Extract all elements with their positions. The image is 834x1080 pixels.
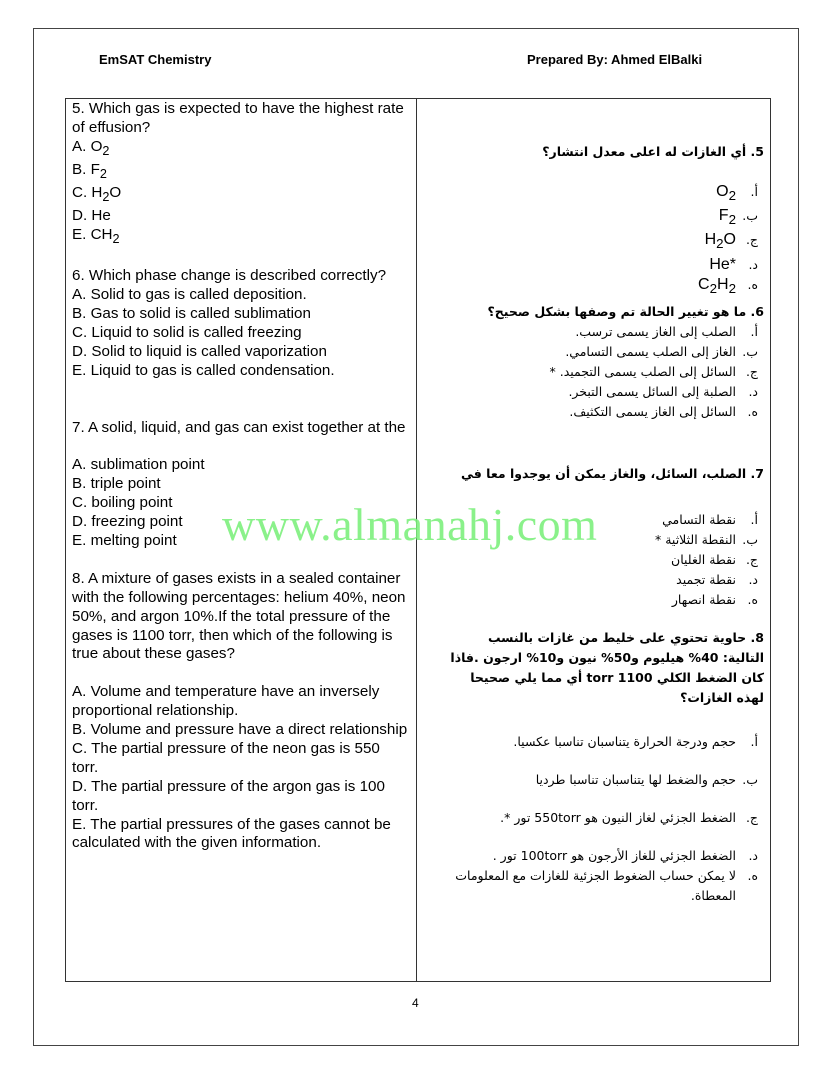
arabic-question-5-text: 5. أي الغازات له اعلى معدل انتشار؟ — [542, 144, 764, 159]
arabic-option-5d: د. He* — [709, 255, 758, 273]
arabic-question-5 — [444, 142, 764, 299]
option-8c: C. The partial pressure of the neon gas is 550 torr. — [72, 739, 380, 776]
arabic-option-6c: ج. السائل إلى الصلب يسمى التجميد. * — [549, 364, 758, 379]
option-7b: B. triple point — [72, 475, 161, 493]
option-5b: B. $F_2$ — [72, 160, 107, 181]
option-5c: C. $H_2O$ — [72, 183, 122, 204]
question-5-text: 5. Which gas is expected to have the highest rate of effusion? — [72, 100, 404, 136]
option-7a: A. sublimation point — [72, 456, 205, 474]
arabic-option-8a: أ. حجم ودرجة الحرارة يتناسبان تناسبا عكسيا. — [513, 734, 758, 749]
arabic-option-8b: ب. حجم والضغط لها يتناسبان تناسبا طرديا — [535, 772, 758, 787]
option-6c: C. Liquid to solid is called freezing — [72, 324, 302, 342]
option-8d: D. The partial pressure of the argon gas is 100 torr. — [72, 777, 385, 814]
arabic-option-6b: ب. الغاز إلى الصلب يسمى التسامي. — [565, 344, 758, 359]
question-8-text: 8. A mixture of gases exists in a sealed container with the following percentages: helium 40%, neon 50%, and argon 10%.If the total pressure of the gases is 1100 torr, then which of the following is true about these gases? — [72, 569, 406, 663]
arabic-option-8d: د. الضغط الجزئي للغاز الأرجون هو 100torr تور . — [492, 848, 758, 863]
option-7d: D. freezing point — [72, 513, 183, 531]
arabic-option-6d: د. الصلبة إلى السائل يسمى التبخر. — [568, 384, 758, 399]
arabic-option-7b: ب. النقطة الثلاثية * — [655, 532, 758, 547]
option-6d: D. Solid to liquid is called vaporization — [72, 342, 327, 360]
arabic-question-6-text: 6. ما هو تغيير الحالة تم وصفها بشكل صحيح؟ — [487, 304, 764, 319]
arabic-option-8c: ج. الضغط الجزئي لغاز النيون هو 550torr تور *. — [500, 810, 758, 825]
watermark: www.almanahj.com — [222, 499, 598, 550]
question-7-text: 7. A solid, liquid, and gas can exist together at the — [72, 418, 406, 436]
option-6e: E. Liquid to gas is called condensation. — [72, 361, 335, 379]
arabic-option-7a: أ. نقطة التسامي — [662, 512, 758, 527]
page-number: 4 — [412, 996, 419, 1010]
arabic-option-6a: أ. الصلب إلى الغاز يسمى ترسب. — [575, 324, 758, 339]
option-8a: A. Volume and temperature have an inversely proportional relationship. — [72, 683, 380, 720]
arabic-question-8 — [444, 628, 764, 906]
option-8e: E. The partial pressures of the gases cannot be calculated with the given information. — [72, 815, 391, 852]
arabic-option-5b: ب. $F_2$ — [718, 207, 758, 228]
arabic-option-5c: ج. $H_2O$ — [704, 231, 758, 252]
header-subject: EmSAT Chemistry — [99, 52, 212, 67]
option-6b: B. Gas to solid is called sublimation — [72, 305, 311, 323]
arabic-option-6e: ه. السائل إلى الغاز يسمى التكثيف. — [569, 404, 758, 419]
arabic-option-8e: ه. لا يمكن حساب الضغوط الجزئية للغازات مع المعلومات المعطاة. — [455, 868, 758, 903]
option-5e: E. $CH_2$ — [72, 225, 120, 246]
arabic-option-7c: ج. نقطة الغليان — [671, 552, 758, 567]
arabic-question-8-text: 8. حاوية تحتوي على خليط من غازات بالنسب التالية: 40% هيليوم و50% نيون و10% ارجون .فاذا كان الضغط الكلي 1100 torr أي مما يلي صحيحا لهذه الغازات؟ — [450, 630, 764, 705]
english-column — [72, 100, 410, 853]
question-6-text: 6. Which phase change is described correctly? — [72, 267, 387, 285]
option-6a: A. Solid to gas is called deposition. — [72, 286, 307, 304]
header-author: Prepared By: Ahmed ElBalki — [527, 52, 703, 67]
arabic-question-7-text: 7. الصلب، السائل، والغاز يمكن أن يوجدوا معا في — [460, 466, 764, 481]
option-5d: D. He — [72, 206, 111, 224]
arabic-option-5a: أ. $O_2$ — [716, 183, 758, 204]
option-8b: B. Volume and pressure have a direct relationship — [72, 721, 408, 739]
option-5a: A. $O_2$ — [72, 137, 110, 158]
arabic-question-6 — [444, 302, 764, 422]
arabic-option-7e: ه. نقطة انصهار — [671, 592, 758, 607]
arabic-option-7d: د. نقطة تجميد — [676, 572, 758, 587]
option-7e: E. melting point — [72, 532, 177, 550]
option-7c: C. boiling point — [72, 494, 173, 512]
arabic-option-5e: ه. $C_2H_2$ — [698, 275, 758, 296]
